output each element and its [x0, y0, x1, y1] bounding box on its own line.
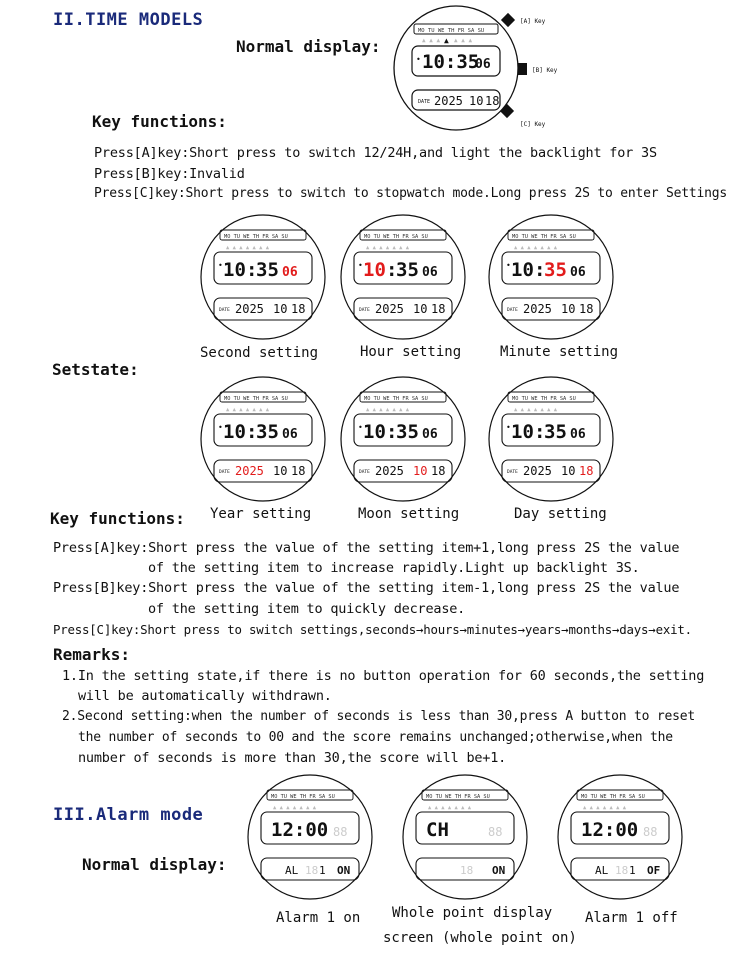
remark-line-5: number of seconds is more than 30,the score will be+1. [78, 750, 507, 766]
date-year: 2025 [375, 302, 404, 316]
svg-text:•: • [218, 423, 223, 432]
date-year: 2025 [375, 464, 404, 478]
svg-text:▲: ▲ [444, 36, 449, 45]
set-line-2: of the setting item to increase rapidly.Light up backlight 3S. [148, 560, 640, 576]
setstate-label: Setstate: [52, 360, 139, 379]
time-minutes: 35 [544, 421, 567, 443]
caption-hour-setting: Hour setting [360, 344, 462, 360]
svg-text:[A] Key: [A] Key [520, 18, 546, 25]
caption-alarm1-on: Alarm 1 on [276, 910, 361, 926]
key-b-icon [518, 63, 527, 75]
day-indicator-row: ▲ ▲ ▲ ▲ ▲ ▲ ▲ [514, 407, 558, 413]
date-day: 18 [291, 464, 306, 478]
date-year: 2025 [235, 464, 264, 478]
svg-text:18: 18 [485, 94, 500, 108]
set-key-functions-title: Key functions: [50, 509, 185, 528]
svg-text:DATE: DATE [507, 470, 518, 475]
time-hours: 10 [223, 259, 246, 281]
weekday-row: MO TU WE TH FR SA SU [581, 794, 645, 800]
watch-moon-setting [338, 374, 468, 504]
svg-text:•: • [358, 423, 363, 432]
weekday-row: MO TU WE TH FR SA SU [426, 794, 490, 800]
svg-text:18: 18 [460, 864, 474, 877]
date-month: 10 [273, 302, 288, 316]
time-colon: : [246, 421, 258, 443]
day-indicator-row: ▲ ▲ ▲ ▲ ▲ ▲ ▲ [366, 245, 410, 251]
weekday-row: MO TU WE TH FR SA SU [364, 234, 428, 240]
watch-second-setting [198, 212, 328, 342]
caption-day-setting: Day setting [514, 506, 607, 522]
caption-whole-point-2: screen (whole point on) [383, 930, 577, 946]
time-seconds: 06 [422, 427, 438, 442]
alarm-main-value: 12:00 [581, 819, 639, 841]
time-seconds: 06 [570, 265, 586, 280]
watch-whole-point [400, 772, 530, 902]
date-day: 18 [579, 302, 594, 316]
watch-alarm1-off [555, 772, 685, 902]
time-seconds: 06 [282, 427, 298, 442]
key-functions-title: Key functions: [92, 112, 227, 131]
main-watch-display [392, 2, 572, 134]
caption-second-setting: Second setting [200, 345, 319, 361]
svg-text:18: 18 [305, 864, 319, 877]
day-indicator-row: ▲ ▲ ▲ ▲ ▲ ▲ ▲ [428, 805, 472, 811]
time-minutes: 35 [256, 421, 279, 443]
time-minutes: 35 [256, 259, 279, 281]
svg-text:DATE: DATE [219, 308, 230, 313]
set-line-5: Press[C]key:Short press to switch settings,seconds→hours→minutes→years→months→days→exit. [53, 622, 692, 637]
caption-moon-setting: Moon setting [358, 506, 460, 522]
set-line-1: Press[A]key:Short press the value of the setting item+1,long press 2S the value [53, 540, 680, 556]
date-year: 2025 [235, 302, 264, 316]
alarm-number: 1 [319, 864, 326, 877]
time-seconds: 06 [422, 265, 438, 280]
date-month: 10 [561, 464, 576, 478]
alarm-state: OF [647, 864, 661, 877]
time-colon: : [534, 259, 546, 281]
set-line-4: of the setting item to quickly decrease. [148, 601, 466, 617]
alarm-label: AL [285, 864, 299, 877]
date-year: 2025 [523, 302, 552, 316]
watch-day-setting [486, 374, 616, 504]
alarm-state: ON [492, 864, 506, 877]
svg-text:▲ ▲ ▲: ▲ ▲ ▲ [422, 37, 441, 44]
watch-hour-setting [338, 212, 468, 342]
weekday-row: MO TU WE TH FR SA SU [512, 234, 576, 240]
svg-text:DATE: DATE [418, 99, 431, 105]
time-colon: : [246, 259, 258, 281]
weekday-row: MO TU WE TH FR SA SU [224, 396, 288, 402]
key-line-a: Press[A]key:Short press to switch 12/24H,and light the backlight for 3S [94, 145, 657, 161]
remark-line-2: will be automatically withdrawn. [78, 688, 332, 704]
date-month: 10 [413, 464, 428, 478]
time-colon: : [534, 421, 546, 443]
svg-text:•: • [358, 261, 363, 270]
caption-whole-point-1: Whole point display [392, 905, 553, 921]
alarm-main-value: 12:00 [271, 819, 329, 841]
date-day: 18 [431, 302, 446, 316]
svg-text:88: 88 [488, 825, 503, 839]
time-hours: 10 [511, 259, 534, 281]
day-indicator-row: ▲ ▲ ▲ ▲ ▲ ▲ ▲ [273, 805, 317, 811]
set-line-3: Press[B]key:Short press the value of the setting item-1,long press 2S the value [53, 580, 680, 596]
time-hours: 10 [363, 259, 386, 281]
date-month: 10 [273, 464, 288, 478]
key-line-c: Press[C]key:Short press to switch to stopwatch mode.Long press 2S to enter Settings [94, 186, 728, 201]
time-hours: 10 [223, 421, 246, 443]
time-hours: 10 [511, 421, 534, 443]
caption-alarm1-off: Alarm 1 off [585, 910, 678, 926]
day-indicator-row: ▲ ▲ ▲ ▲ ▲ ▲ ▲ [583, 805, 627, 811]
watch-year-setting [198, 374, 328, 504]
date-day: 18 [431, 464, 446, 478]
date-month: 10 [561, 302, 576, 316]
time-colon: : [386, 421, 398, 443]
key-line-b: Press[B]key:Invalid [94, 166, 245, 182]
svg-text:[C] Key: [C] Key [520, 121, 546, 128]
remark-line-1: 1.In the setting state,if there is no button operation for 60 seconds,the setting [62, 668, 705, 684]
svg-text:DATE: DATE [359, 308, 370, 313]
svg-text:DATE: DATE [359, 470, 370, 475]
day-indicator-row: ▲ ▲ ▲ ▲ ▲ ▲ ▲ [226, 407, 270, 413]
alarm-state: ON [337, 864, 351, 877]
weekday-row: MO TU WE TH FR SA SU [224, 234, 288, 240]
day-indicator-row: ▲ ▲ ▲ ▲ ▲ ▲ ▲ [226, 245, 270, 251]
section-title-time: II.TIME MODELS [53, 10, 204, 30]
alarm-normal-display-label: Normal display: [82, 855, 227, 874]
weekday-row: MO TU WE TH FR SA SU [271, 794, 335, 800]
time-colon: : [386, 259, 398, 281]
svg-text:•: • [218, 261, 223, 270]
alarm-label: AL [595, 864, 609, 877]
weekday-row: MO TU WE TH FR SA SU [418, 28, 485, 34]
svg-text:▲ ▲ ▲: ▲ ▲ ▲ [454, 37, 473, 44]
watch-minute-setting [486, 212, 616, 342]
alarm-main-value: CH [426, 819, 449, 841]
time-seconds: 06 [282, 265, 298, 280]
svg-text:[B] Key: [B] Key [532, 67, 558, 74]
day-indicator-row: ▲ ▲ ▲ ▲ ▲ ▲ ▲ [366, 407, 410, 413]
svg-text:2025: 2025 [434, 94, 463, 108]
svg-text:•: • [506, 423, 511, 432]
key-a-icon [501, 13, 515, 27]
watch-alarm1-on [245, 772, 375, 902]
svg-text:•: • [506, 261, 511, 270]
svg-text:•: • [416, 55, 421, 64]
remarks-title: Remarks: [53, 645, 131, 664]
day-indicator-row: ▲ ▲ ▲ ▲ ▲ ▲ ▲ [514, 245, 558, 251]
time-minutes: 35 [396, 259, 419, 281]
main-time-sec: 06 [475, 57, 491, 72]
time-seconds: 06 [570, 427, 586, 442]
svg-text:10: 10 [469, 94, 484, 108]
remark-line-4: the number of seconds to 00 and the score remains unchanged;otherwise,when the [78, 730, 673, 745]
caption-minute-setting: Minute setting [500, 344, 619, 360]
svg-text:DATE: DATE [219, 470, 230, 475]
key-c-icon [500, 104, 514, 118]
date-day: 18 [291, 302, 306, 316]
time-minutes: 35 [396, 421, 419, 443]
svg-text:88: 88 [643, 825, 658, 839]
date-day: 18 [579, 464, 594, 478]
date-month: 10 [413, 302, 428, 316]
weekday-row: MO TU WE TH FR SA SU [364, 396, 428, 402]
time-minutes: 35 [544, 259, 567, 281]
date-year: 2025 [523, 464, 552, 478]
main-time-hm: 10:35 [422, 51, 480, 73]
normal-display-label: Normal display: [236, 37, 381, 56]
time-hours: 10 [363, 421, 386, 443]
svg-text:18: 18 [615, 864, 629, 877]
weekday-row: MO TU WE TH FR SA SU [512, 396, 576, 402]
svg-text:DATE: DATE [507, 308, 518, 313]
caption-year-setting: Year setting [210, 506, 312, 522]
alarm-number: 1 [629, 864, 636, 877]
remark-line-3: 2.Second setting:when the number of seconds is less than 30,press A button to reset [62, 709, 696, 724]
svg-text:88: 88 [333, 825, 348, 839]
section-title-alarm: III.Alarm mode [53, 805, 204, 825]
